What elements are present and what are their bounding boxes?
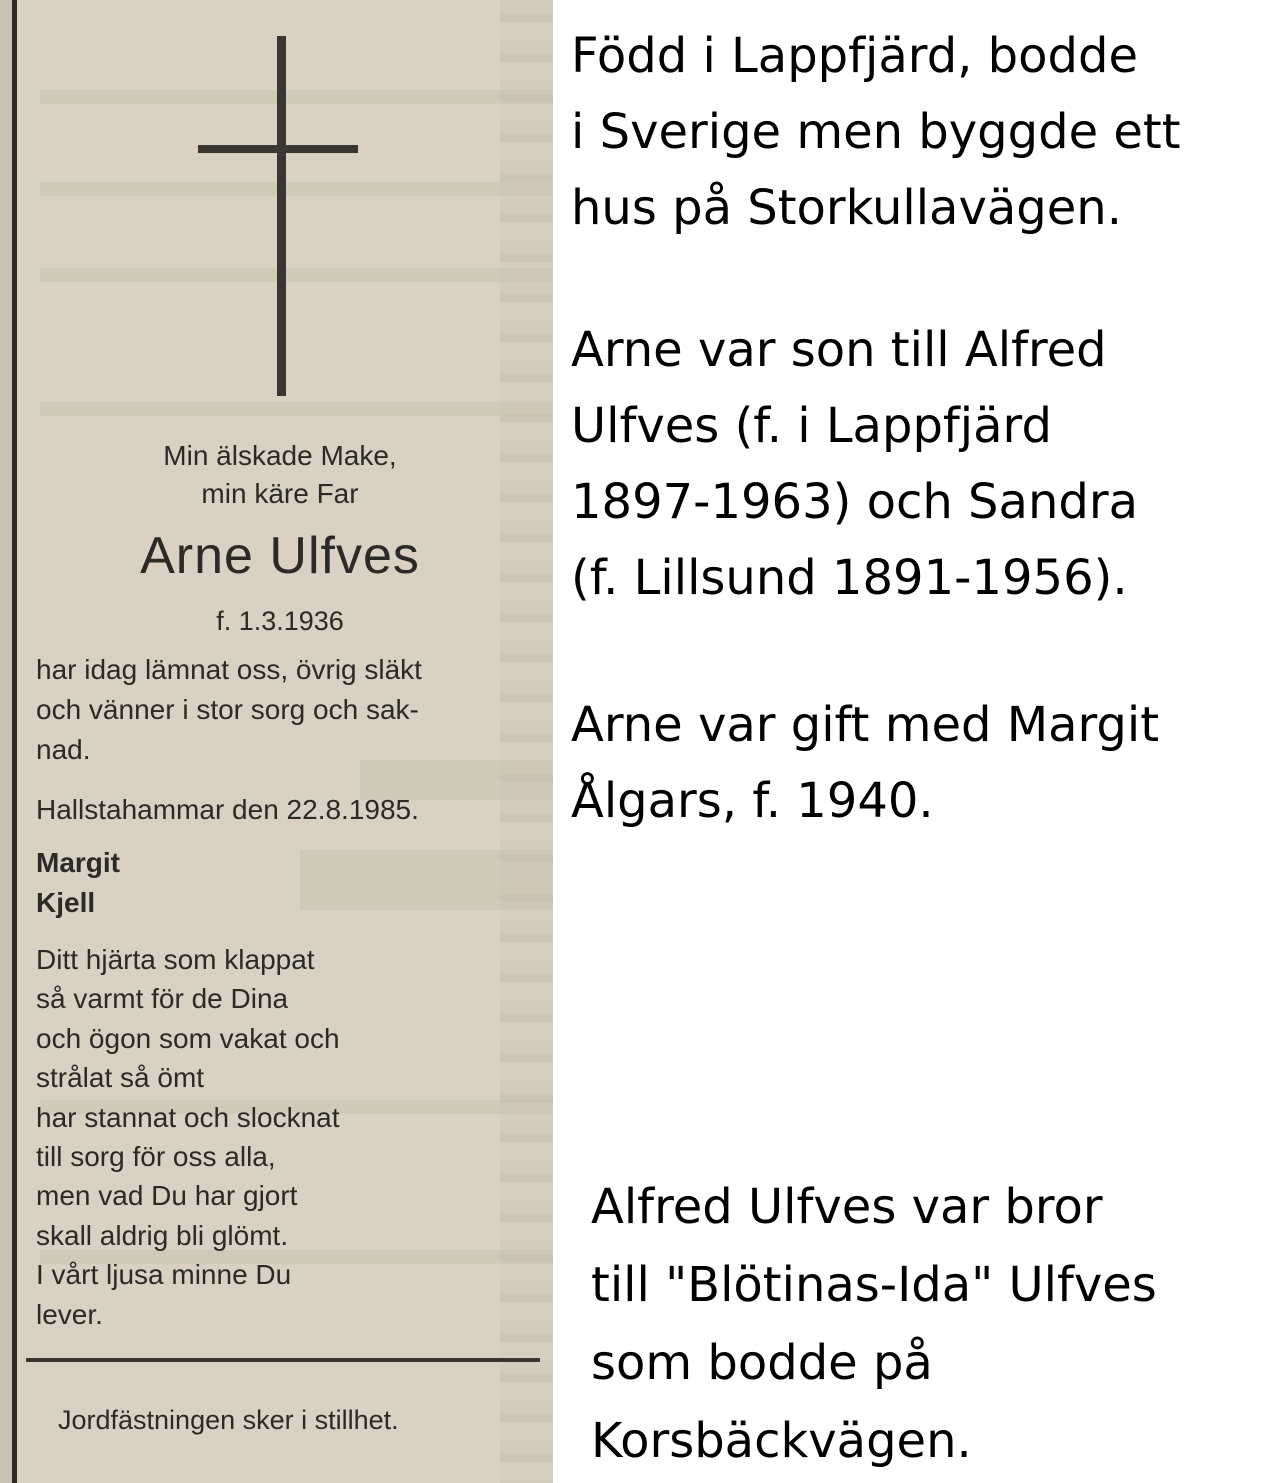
place-and-date: Hallstahammar den 22.8.1985. — [36, 794, 419, 825]
divider — [26, 1358, 540, 1362]
mourner-names: Margit Kjell — [36, 847, 120, 918]
memorial-poem: Ditt hjärta som klappat så varmt för de Dina och ögon som vakat och strålat så ömt har stannat och slocknat till sorg för oss alla, men vad Du har gjort skall aldrig bli glömt. I vårt ljusa minne Du lever. — [36, 944, 340, 1330]
heading-line2: min käre Far — [201, 478, 359, 509]
obituary-clipping — [0, 0, 553, 1483]
birth-date: f. 1.3.1936 — [216, 606, 344, 636]
bleed-through-line — [40, 182, 553, 196]
annotation-parents: Arne var son till Alfred Ulfves (f. i Lappfjärd 1897-1963) och Sandra (f. Lillsund 1891-1956). — [571, 322, 1138, 606]
obituary-message: har idag lämnat oss, övrig släkt och vänner i stor sorg och sak- nad. — [36, 654, 422, 765]
cross-icon — [277, 36, 286, 396]
bleed-through-line — [40, 402, 553, 416]
annotation-relative: Alfred Ulfves var bror till "Blötinas-Ida" Ulfves som bodde på Korsbäckvägen. — [591, 1179, 1157, 1469]
bleed-through-line — [40, 90, 553, 104]
funeral-note: Jordfästningen sker i stillhet. — [58, 1405, 399, 1435]
annotation-birthplace: Född i Lappfjärd, bodde i Sverige men byggde ett hus på Storkullavägen. — [571, 28, 1181, 236]
bleed-through-line — [40, 268, 553, 282]
frame-border — [12, 0, 17, 1483]
heading-line1: Min älskade Make, — [163, 440, 397, 471]
annotation-spouse: Arne var gift med Margit Ålgars, f. 1940. — [571, 697, 1160, 829]
cross-icon-bar — [198, 145, 358, 153]
deceased-name: Arne Ulfves — [140, 527, 420, 585]
bleed-through-headline — [300, 850, 553, 910]
